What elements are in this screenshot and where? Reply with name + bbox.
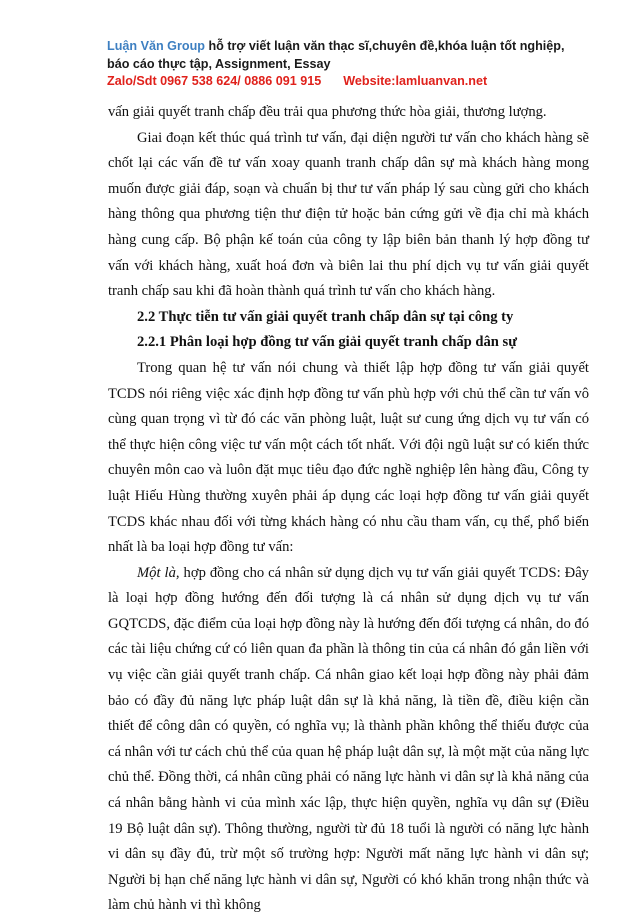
header-website: Website:lamluanvan.net	[343, 74, 488, 88]
document-body	[108, 100, 589, 919]
paragraph-contract-types-intro: Trong quan hệ tư vấn nói chung và thiết lập hợp đồng tư vấn giải quyết TCDS nói riêng việc xác định hợp đồng tư vấn phù hợp với chủ thể cần tư vấn vô cùng quan trọng vì từ đó các văn phòng luật, luật sư cung ứng dịch vụ tư vấn có thể thực hiện công việc tư vấn một cách tốt nhất. Với đội ngũ luật sư có kiến thức chuyên môn cao và luôn đặt mục tiêu đạo đức nghề nghiệp lên hàng đầu, Công ty luật Hiếu Hùng thường xuyên phải áp dụng các loại hợp đồng tư vấn giải quyết TCDS khác nhau đối với từng khách hàng có nhu cầu tham vấn, cụ thể, phổ biến nhất là ba loại hợp đồng tư vấn:	[108, 359, 589, 556]
first-type-text: hợp đồng cho cá nhân sử dụng dịch vụ tư vấn giải quyết TCDS: Đây là loại hợp đồng hướng đến đối tượng là cá nhân sử dụng dịch vụ tư vấn GQTCDS, đặc điểm của loại hợp đồng này là hướng đến đối tượng cá nhân, do đó các tài liệu chứng cứ có liên quan đa phần là thông tin của cá nhân đó gắn liền với vụ việc cần giải quyết tranh chấp. Cá nhân giao kết loại hợp đồng này phải đảm bảo có đầy đủ năng lực pháp luật dân sự là khả năng, là tiền đề, điều kiện cần thiết để công dân có quyền, có nghĩa vụ; là thành phần không thể thiếu được của cá nhân với tư cách chủ thể của quan hệ pháp luật dân sự, là một mặt của năng lực chủ thể. Đồng thời, cá nhân cũng phải có năng lực hành vi dân sự là khả năng của cá nhân bằng hành vi của mình xác lập, thực hiện quyền, nghĩa vụ dân sự (Điều 19 Bộ luật dân sự). Thông thường, người từ đủ 18 tuổi là người có năng lực hành vi dân sụ đầy đủ, trừ một số trường hợp: Người mất năng lực hành vi dân sự; Người bị hạn chế năng lực hành vi dân sự, Người có khó khăn trong nhận thức và làm chủ hành vi thì không	[108, 564, 589, 914]
brand-name: Luận Văn Group	[107, 39, 205, 53]
page-header	[107, 38, 597, 91]
paragraph-continuation: vấn giải quyết tranh chấp đều trải qua phương thức hòa giải, thương lượng.	[108, 104, 547, 120]
paragraph-conclusion-stage: Giai đoạn kết thúc quá trình tư vấn, đại diện người tư vấn cho khách hàng sẽ chốt lại các vấn đề tư vấn xoay quanh tranh chấp dân sự mà khách hàng mong muốn được giải đáp, soạn và chuẩn bị thư tư vấn pháp lý sau cùng gửi cho khách hàng thông qua phương tiện thư điện tử hoặc bản cứng gửi về địa chỉ mà khách hàng cung cấp. Bộ phận kế toán của công ty lập biên bản thanh lý hợp đồng tư vấn với khách hàng, xuất hoá đơn và biên lai thu phí dịch vụ tư vấn giải quyết tranh chấp sau khi đã hoàn thành quá trình tư vấn cho khách hàng.	[108, 129, 589, 300]
section-heading-2-2-1: 2.2.1 Phân loại hợp đồng tư vấn giải quyết tranh chấp dân sự	[137, 334, 517, 351]
header-line-1	[107, 38, 597, 56]
header-tagline: hỗ trợ viết luận văn thạc sĩ,chuyên đề,khóa luận tốt nghiệp,	[204, 39, 565, 53]
header-line-2: báo cáo thực tập, Assignment, Essay	[107, 56, 331, 71]
header-line-3	[107, 73, 597, 91]
section-heading-2-2: 2.2 Thực tiễn tư vấn giải quyết tranh chấp dân sự tại công ty	[137, 308, 514, 325]
header-contact: Zalo/Sdt 0967 538 624/ 0886 091 915	[107, 74, 322, 88]
paragraph-first-type	[108, 561, 589, 919]
first-type-lead: Một là,	[137, 564, 180, 581]
